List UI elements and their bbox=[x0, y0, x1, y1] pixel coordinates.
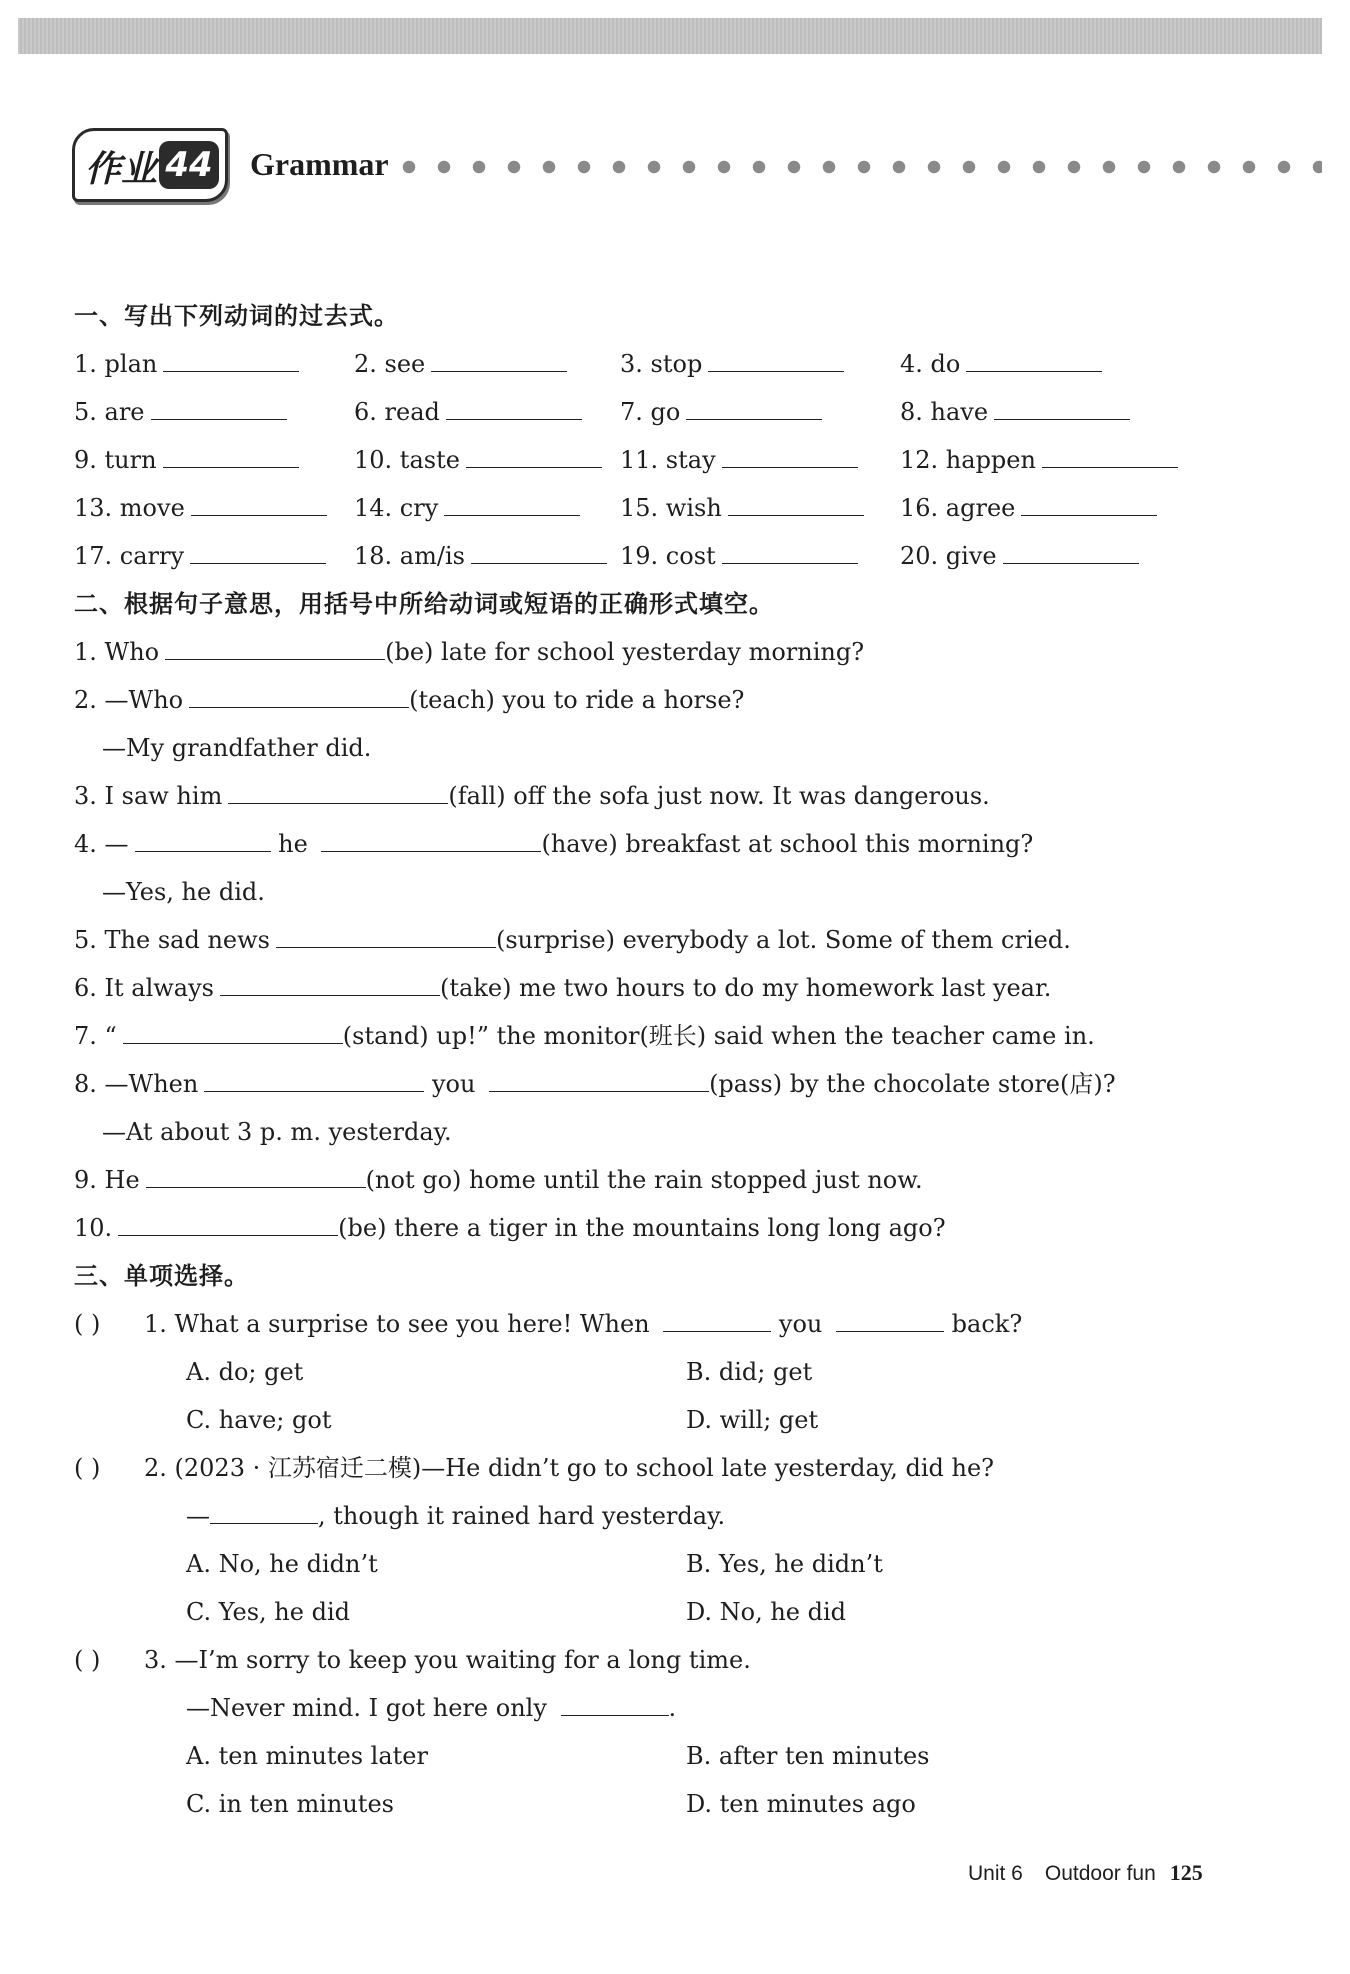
verb-label: 18. am/is bbox=[354, 542, 465, 570]
verb-item bbox=[354, 436, 620, 484]
verb-row bbox=[74, 388, 1304, 436]
verb-item bbox=[900, 388, 1200, 436]
option-c[interactable]: C. in ten minutes bbox=[186, 1790, 394, 1818]
option-c[interactable]: C. have; got bbox=[186, 1406, 332, 1434]
answer-blank[interactable] bbox=[123, 1013, 343, 1044]
answer-blank[interactable] bbox=[1021, 485, 1157, 516]
answer-blank[interactable] bbox=[722, 533, 858, 564]
answer-blank[interactable] bbox=[189, 677, 409, 708]
option-row bbox=[74, 1588, 1304, 1636]
page-footer bbox=[968, 1855, 1203, 1891]
answer-blank[interactable] bbox=[163, 437, 299, 468]
footer-unit: Unit 6 bbox=[968, 1862, 1023, 1885]
verb-label: 17. carry bbox=[74, 542, 185, 570]
fill-item: 4. — he (have) breakfast at school this morning? bbox=[74, 820, 1304, 868]
badge-label: 作业 bbox=[85, 149, 158, 190]
verb-item bbox=[620, 436, 900, 484]
fill-item: 3. I saw him (fall) off the sofa just now. It was dangerous. bbox=[74, 772, 1304, 820]
answer-paren[interactable]: ( ) bbox=[74, 1310, 101, 1338]
verb-item bbox=[74, 340, 354, 388]
fill-item: 9. He (not go) home until the rain stopped just now. bbox=[74, 1156, 1304, 1204]
footer-topic: Outdoor fun bbox=[1044, 1862, 1156, 1885]
option-row bbox=[74, 1540, 1304, 1588]
fill-item: 10. (be) there a tiger in the mountains long long ago? bbox=[74, 1204, 1304, 1252]
answer-blank[interactable] bbox=[431, 341, 567, 372]
verb-label: 13. move bbox=[74, 494, 185, 522]
question-stem: ( ) 1. What a surprise to see you here! When you back? bbox=[74, 1300, 1304, 1348]
verb-label: 16. agree bbox=[900, 494, 1016, 522]
verb-label: 3. stop bbox=[620, 350, 703, 378]
verb-item bbox=[354, 388, 620, 436]
answer-blank[interactable] bbox=[966, 341, 1102, 372]
fill-item: 2. —Who (teach) you to ride a horse? bbox=[74, 676, 1304, 724]
answer-blank[interactable] bbox=[191, 485, 327, 516]
verb-item bbox=[900, 532, 1200, 580]
verb-item bbox=[74, 484, 354, 532]
option-a[interactable]: A. do; get bbox=[186, 1358, 304, 1386]
fill-item: 7. “ (stand) up!” the monitor(班长) said when the teacher came in. bbox=[74, 1012, 1304, 1060]
option-d[interactable]: D. No, he did bbox=[686, 1598, 847, 1626]
fill-item: 8. —When you (pass) by the chocolate store(店)? bbox=[74, 1060, 1304, 1108]
verb-grid bbox=[74, 340, 1304, 580]
verb-item bbox=[74, 532, 354, 580]
answer-blank[interactable] bbox=[663, 1301, 771, 1332]
verb-item bbox=[354, 340, 620, 388]
verb-item bbox=[620, 388, 900, 436]
answer-blank[interactable] bbox=[444, 485, 580, 516]
option-a[interactable]: A. ten minutes later bbox=[186, 1742, 428, 1770]
verb-row bbox=[74, 436, 1304, 484]
verb-row bbox=[74, 484, 1304, 532]
answer-blank[interactable] bbox=[708, 341, 844, 372]
option-row bbox=[74, 1732, 1304, 1780]
answer-blank[interactable] bbox=[210, 1493, 318, 1524]
answer-blank[interactable] bbox=[118, 1205, 338, 1236]
verb-label: 4. do bbox=[900, 350, 961, 378]
option-c[interactable]: C. Yes, he did bbox=[186, 1598, 350, 1626]
answer-blank[interactable] bbox=[151, 389, 287, 420]
fill-item-answer: —My grandfather did. bbox=[102, 734, 372, 762]
verb-item bbox=[620, 340, 900, 388]
verb-item bbox=[74, 388, 354, 436]
answer-blank[interactable] bbox=[165, 629, 385, 660]
verb-label: 7. go bbox=[620, 398, 681, 426]
fill-item-answer: —At about 3 p. m. yesterday. bbox=[102, 1118, 452, 1146]
option-d[interactable]: D. will; get bbox=[686, 1406, 819, 1434]
option-b[interactable]: B. did; get bbox=[686, 1358, 813, 1386]
verb-row bbox=[74, 532, 1304, 580]
homework-badge bbox=[72, 128, 228, 202]
verb-item bbox=[620, 484, 900, 532]
worksheet-header bbox=[72, 128, 1332, 212]
fill-item: 1. Who (be) late for school yesterday morning? bbox=[74, 628, 1304, 676]
verb-label: 6. read bbox=[354, 398, 440, 426]
answer-paren[interactable]: ( ) bbox=[74, 1454, 101, 1482]
page-number: 125 bbox=[1169, 1860, 1203, 1885]
answer-blank[interactable] bbox=[146, 1157, 366, 1188]
page-title: Grammar bbox=[250, 146, 389, 182]
answer-blank[interactable] bbox=[163, 341, 299, 372]
answer-blank[interactable] bbox=[471, 533, 607, 564]
verb-label: 1. plan bbox=[74, 350, 158, 378]
verb-item bbox=[354, 484, 620, 532]
option-a[interactable]: A. No, he didn’t bbox=[186, 1550, 378, 1578]
answer-blank[interactable] bbox=[321, 821, 541, 852]
answer-blank[interactable] bbox=[135, 821, 271, 852]
answer-blank[interactable] bbox=[489, 1061, 709, 1092]
verb-label: 5. are bbox=[74, 398, 145, 426]
answer-blank[interactable] bbox=[728, 485, 864, 516]
option-row bbox=[74, 1396, 1304, 1444]
badge-number: 44 bbox=[159, 141, 219, 189]
verb-label: 9. turn bbox=[74, 446, 157, 474]
option-d[interactable]: D. ten minutes ago bbox=[686, 1790, 916, 1818]
verb-label: 11. stay bbox=[620, 446, 716, 474]
answer-paren[interactable]: ( ) bbox=[74, 1646, 101, 1674]
answer-blank[interactable] bbox=[994, 389, 1130, 420]
verb-item bbox=[900, 484, 1200, 532]
dotted-rule bbox=[402, 160, 1322, 174]
verb-label: 14. cry bbox=[354, 494, 439, 522]
section3-title: 三、单项选择。 bbox=[74, 1262, 249, 1290]
answer-blank[interactable] bbox=[190, 533, 326, 564]
section2-title: 二、根据句子意思，用括号中所给动词或短语的正确形式填空。 bbox=[74, 590, 774, 618]
fill-item: 5. The sad news (surprise) everybody a lot. Some of them cried. bbox=[74, 916, 1304, 964]
answer-blank[interactable] bbox=[1042, 437, 1178, 468]
verb-item bbox=[74, 436, 354, 484]
fill-item: 6. It always (take) me two hours to do my homework last year. bbox=[74, 964, 1304, 1012]
verb-item bbox=[620, 532, 900, 580]
option-row bbox=[74, 1348, 1304, 1396]
answer-blank[interactable] bbox=[220, 965, 440, 996]
verb-label: 19. cost bbox=[620, 542, 716, 570]
answer-blank[interactable] bbox=[686, 389, 822, 420]
worksheet-body bbox=[74, 292, 1304, 1828]
fill-item-answer: —Yes, he did. bbox=[102, 878, 265, 906]
answer-blank[interactable] bbox=[204, 1061, 424, 1092]
question-substem: — , though it rained hard yesterday. bbox=[74, 1492, 1304, 1540]
option-row bbox=[74, 1780, 1304, 1828]
verb-label: 20. give bbox=[900, 542, 997, 570]
question-stem: ( ) 3. —I’m sorry to keep you waiting for a long time. bbox=[74, 1636, 1304, 1684]
section1-title: 一、写出下列动词的过去式。 bbox=[74, 302, 399, 330]
fill-in-list bbox=[74, 628, 1304, 1252]
verb-label: 2. see bbox=[354, 350, 426, 378]
answer-blank[interactable] bbox=[836, 1301, 944, 1332]
answer-blank[interactable] bbox=[276, 917, 496, 948]
verb-row bbox=[74, 340, 1304, 388]
verb-label: 15. wish bbox=[620, 494, 722, 522]
question-substem: —Never mind. I got here only . bbox=[74, 1684, 1304, 1732]
answer-blank[interactable] bbox=[446, 389, 582, 420]
answer-blank[interactable] bbox=[228, 773, 448, 804]
option-b[interactable]: B. Yes, he didn’t bbox=[686, 1550, 883, 1578]
top-decor-bar bbox=[18, 18, 1322, 54]
multiple-choice-list bbox=[74, 1300, 1304, 1828]
question-stem: ( ) 2. (2023 · 江苏宿迁二模)—He didn’t go to school late yesterday, did he? bbox=[74, 1444, 1304, 1492]
verb-item bbox=[354, 532, 620, 580]
verb-label: 10. taste bbox=[354, 446, 460, 474]
verb-label: 8. have bbox=[900, 398, 989, 426]
verb-label: 12. happen bbox=[900, 446, 1036, 474]
answer-blank[interactable] bbox=[561, 1685, 669, 1716]
answer-blank[interactable] bbox=[1003, 533, 1139, 564]
answer-blank[interactable] bbox=[722, 437, 858, 468]
option-b[interactable]: B. after ten minutes bbox=[686, 1742, 930, 1770]
verb-item bbox=[900, 436, 1200, 484]
answer-blank[interactable] bbox=[466, 437, 602, 468]
verb-item bbox=[900, 340, 1200, 388]
